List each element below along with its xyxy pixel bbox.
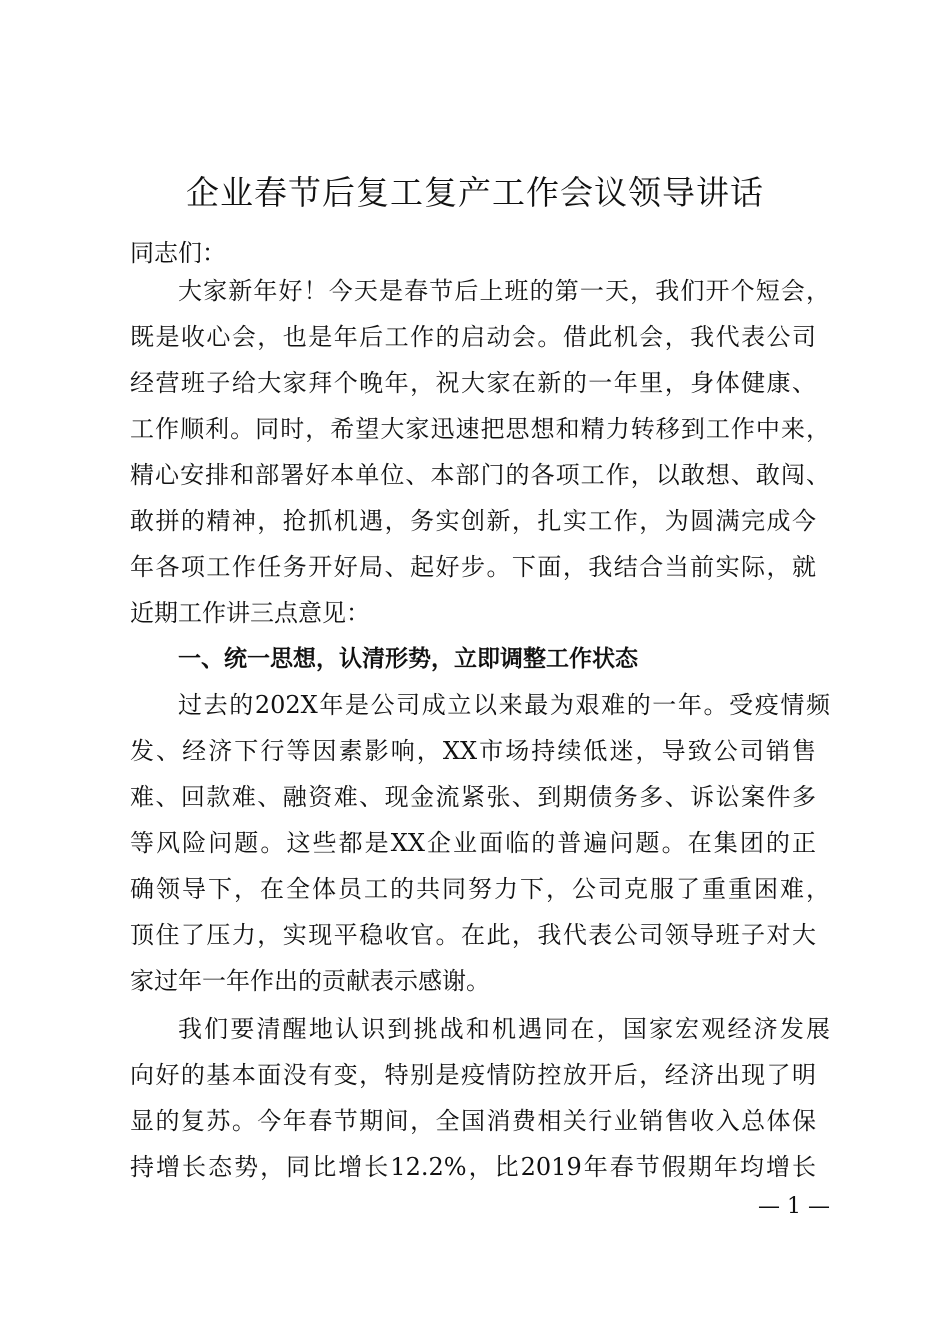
paragraph-line: 确领导下，在全体员工的共同努力下，公司克服了重重困难，: [130, 875, 830, 903]
paragraph-line: 工作顺利。同时，希望大家迅速把思想和精力转移到工作中来，: [130, 415, 830, 443]
paragraph-line: 经营班子给大家拜个晚年，祝大家在新的一年里，身体健康、: [130, 369, 816, 397]
paragraph-line: 大家新年好！今天是春节后上班的第一天，我们开个短会，: [178, 277, 830, 305]
greeting: 同志们：: [130, 239, 226, 267]
paragraph-line: 年各项工作任务开好局、起好步。下面，我结合当前实际，就: [130, 553, 816, 581]
paragraph-line: 向好的基本面没有变，特别是疫情防控放开后，经济出现了明: [130, 1061, 816, 1089]
paragraph-line: 家过年一年作出的贡献表示感谢。: [130, 967, 490, 995]
paragraph-line: 既是收心会，也是年后工作的启动会。借此机会，我代表公司: [130, 323, 816, 351]
paragraph-line: 我们要清醒地认识到挑战和机遇同在，国家宏观经济发展: [178, 1015, 830, 1043]
paragraph-line: 近期工作讲三点意见：: [130, 599, 370, 627]
section-heading: 一、统一思想，认清形势，立即调整工作状态: [178, 646, 638, 672]
paragraph-line: 精心安排和部署好本单位、本部门的各项工作，以敢想、敢闯、: [130, 461, 830, 489]
paragraph-line: 过去的202X年是公司成立以来最为艰难的一年。受疫情频: [178, 691, 830, 719]
paragraph-line: 顶住了压力，实现平稳收官。在此，我代表公司领导班子对大: [130, 921, 816, 949]
document-title: 企业春节后复工复产工作会议领导讲话: [186, 173, 764, 212]
paragraph-line: 等风险问题。这些都是XX企业面临的普遍问题。在集团的正: [130, 829, 816, 857]
paragraph-line: 显的复苏。今年春节期间，全国消费相关行业销售收入总体保: [130, 1107, 816, 1135]
page-number: — 1 —: [758, 1194, 830, 1219]
paragraph-line: 发、经济下行等因素影响，XX市场持续低迷，导致公司销售: [130, 737, 816, 765]
paragraph-line: 敢拼的精神，抢抓机遇，务实创新，扎实工作，为圆满完成今: [130, 507, 816, 535]
paragraph-line: 持增长态势，同比增长12.2%，比2019年春节假期年均增长: [130, 1153, 816, 1181]
paragraph-line: 难、回款难、融资难、现金流紧张、到期债务多、诉讼案件多: [130, 783, 816, 811]
